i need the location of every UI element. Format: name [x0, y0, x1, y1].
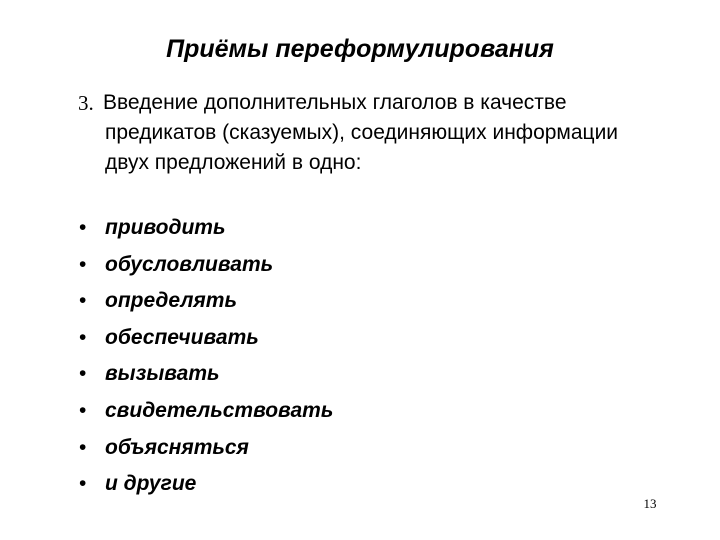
list-item-text: приводить: [105, 216, 226, 239]
bullet-icon: •: [79, 216, 87, 239]
list-item: [78, 396, 333, 433]
list-item-text: обусловливать: [105, 252, 274, 276]
slide-title: Приёмы переформулирования: [166, 35, 554, 63]
list-item-text: свидетельствовать: [105, 398, 334, 422]
verb-list: [78, 213, 333, 506]
list-item-text: вызывать: [105, 362, 220, 386]
page-number: 13: [643, 496, 657, 511]
list-item: [78, 250, 333, 287]
intro-text: Введение дополнительных глаголов в качестве предикатов (сказуемых), соединяющих информации двух предложений в одно:: [103, 91, 619, 174]
list-item-text: обеспечивать: [105, 325, 259, 349]
list-item: [78, 286, 333, 323]
bullet-icon: •: [79, 435, 87, 459]
bullet-icon: •: [79, 289, 87, 313]
list-item-text: и другие: [105, 472, 197, 496]
bullet-icon: •: [79, 325, 87, 349]
list-item-text: определять: [105, 289, 237, 313]
list-item-text: объясняться: [105, 435, 249, 459]
bullet-icon: •: [79, 472, 87, 496]
bullet-icon: •: [79, 252, 87, 276]
intro-number: 3.: [78, 91, 94, 115]
list-item: [78, 433, 333, 470]
list-item: [78, 469, 333, 506]
list-item: [78, 323, 333, 360]
bullet-icon: •: [79, 398, 87, 422]
list-item: [78, 359, 333, 396]
intro-paragraph: [78, 88, 638, 178]
list-item: [78, 213, 333, 250]
bullet-icon: •: [79, 362, 87, 386]
